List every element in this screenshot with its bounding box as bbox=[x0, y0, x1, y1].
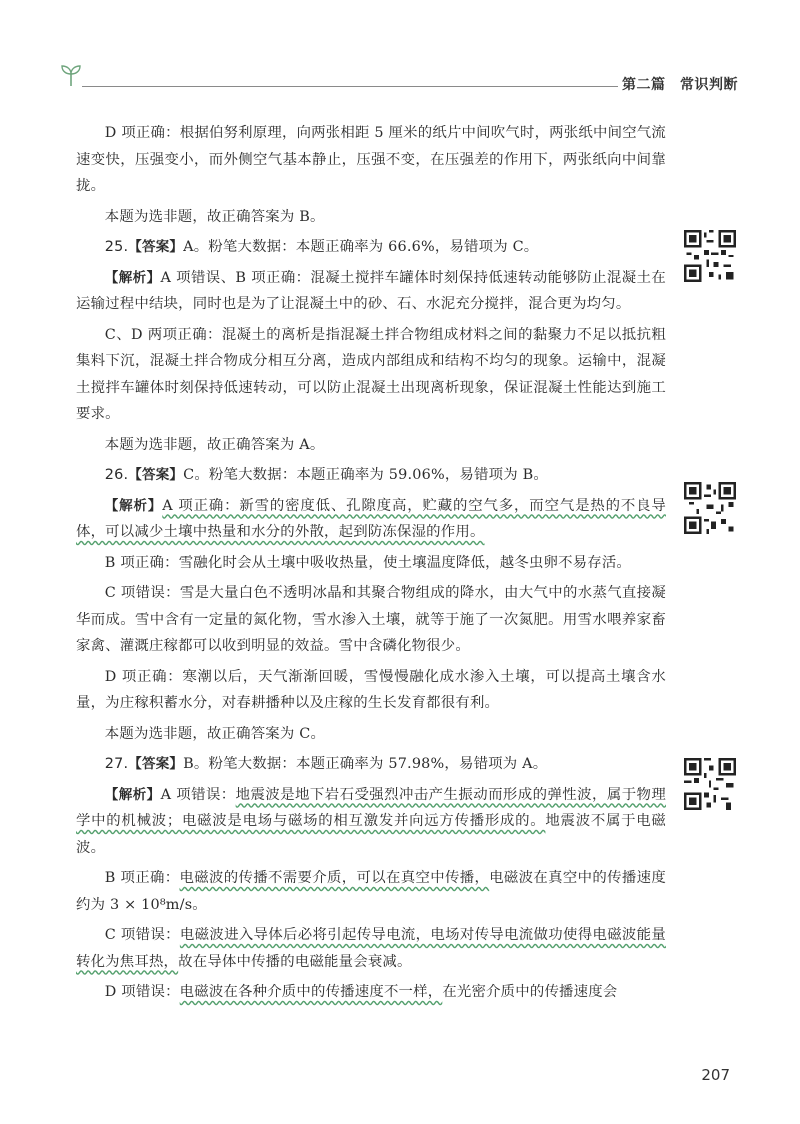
paragraph-lead: B 项正确： bbox=[104, 870, 180, 886]
paragraph bbox=[76, 550, 666, 577]
paragraph-text: 本题为选非题，故正确答案为 A。 bbox=[104, 436, 325, 453]
page-header bbox=[58, 60, 738, 100]
chapter-title: 第二篇 常识判断 bbox=[622, 77, 738, 93]
paragraph-text: C 项错误：雪是大量白色不透明冰晶和其聚合物组成的降水，由大气中的水蒸气直接凝华而成。雪中含有一定量的氮化物，雪水渗入土壤，就等于施了一次氮肥。用雪水喂养家畜家禽、灌溉庄稼都可以收到明显的效益。雪中含磷化物很少。 bbox=[76, 585, 666, 654]
qr-code-icon[interactable] bbox=[684, 758, 736, 810]
paragraph bbox=[76, 979, 666, 1006]
analysis-tail: 地震波不属于电磁波。 bbox=[76, 813, 666, 856]
paragraph-text: 电磁波的传播不需要介质，可以在真空中传播， bbox=[179, 870, 490, 886]
analysis-text: A 项错误、B 项正确：混凝土搅拌车罐体时刻保持低速转动能够防止混凝土在运输过程中结块，同时也是为了让混凝土中的砂、石、水泥充分搅拌，混合更为均匀。 bbox=[76, 269, 666, 312]
paragraph-tail: 故在导体中传播的电磁能量会衰减。 bbox=[178, 953, 412, 970]
paragraph bbox=[76, 865, 666, 918]
answer-text: C。粉笔大数据：本题正确率为 59.06%，易错项为 B。 bbox=[183, 467, 548, 483]
paragraph bbox=[76, 580, 666, 660]
question-number: 25. bbox=[104, 239, 129, 255]
paragraph-text: 电磁波在各种介质中的传播速度不一样， bbox=[179, 984, 443, 1000]
analysis-25 bbox=[76, 265, 666, 318]
paragraph-text: C、D 两项正确：混凝土的离析是指混凝土拌合物组成材料之间的黏聚力不足以抵抗粗集料下沉，混凝土拌合物成分相互分离，造成内部组成和结构不均匀的现象。运输中，混凝土搅拌车罐体时刻保持低速转动，可以防止混凝土出现离析现象，保证混凝土性能达到施工要求。 bbox=[76, 326, 666, 422]
analysis-tag: 【解析】 bbox=[104, 497, 163, 514]
leaf-icon bbox=[58, 62, 84, 92]
analysis-tag: 【解析】 bbox=[104, 269, 161, 286]
answer-27 bbox=[76, 751, 666, 778]
answer-text: A。粉笔大数据：本题正确率为 66.6%，易错项为 C。 bbox=[183, 239, 539, 255]
question-number: 26. bbox=[104, 467, 129, 483]
paragraph bbox=[76, 922, 666, 975]
question-number: 27. bbox=[104, 756, 129, 772]
analysis-27 bbox=[76, 782, 666, 862]
answer-tag: 【答案】 bbox=[128, 756, 184, 772]
answer-text: B。粉笔大数据：本题正确率为 57.98%，易错项为 A。 bbox=[183, 756, 548, 772]
qr-code-icon[interactable] bbox=[684, 230, 736, 282]
analysis-text: 地震波是地下岩石受强烈冲击产生振动而形成的弹性波，属于物理学中的机械波；电磁波是电场与磁场的相互激发并向远方传播形成的。 bbox=[76, 786, 666, 829]
header-rule bbox=[82, 86, 618, 87]
paragraph bbox=[76, 322, 666, 428]
paragraph-text: 本题为选非题，故正确答案为 B。 bbox=[104, 208, 325, 225]
analysis-text: A 项正确：新雪的密度低、孔隙度高，贮藏的空气多，而空气是热的不良导体，可以减少土壤中热量和水分的外散，起到防冻保湿的作用。 bbox=[76, 497, 666, 540]
answer-tag: 【答案】 bbox=[128, 467, 184, 483]
qr-code-icon[interactable] bbox=[684, 482, 736, 534]
paragraph-text: D 项正确：寒潮以后，天气渐渐回暖，雪慢慢融化成水渗入土壤，可以提高土壤含水量，为庄稼积蓄水分，对春耕播种以及庄稼的生长发育都很有利。 bbox=[76, 668, 666, 711]
page-number: 207 bbox=[701, 1066, 730, 1084]
paragraph bbox=[76, 721, 666, 748]
paragraph bbox=[76, 432, 666, 459]
analysis-lead: A 项错误： bbox=[160, 786, 236, 803]
paragraph-text: D 项正确：根据伯努利原理，向两张相距 5 厘米的纸片中间吹气时，两张纸中间空气流速变快，压强变小，而外侧空气基本静止，压强不变，在压强差的作用下，两张纸向中间靠拢。 bbox=[76, 125, 666, 194]
answer-25 bbox=[76, 234, 666, 261]
analysis-tag: 【解析】 bbox=[104, 786, 161, 803]
paragraph bbox=[76, 204, 666, 231]
body-text bbox=[76, 120, 666, 1006]
paragraph-lead: C 项错误： bbox=[104, 927, 180, 943]
paragraph-tail: 在光密介质中的传播速度会 bbox=[442, 984, 618, 1000]
paragraph-text: 电磁波进入导体后必将引起传导电流，电场对传导电流做功使得电磁波能量转化为焦耳热， bbox=[76, 927, 666, 970]
analysis-26 bbox=[76, 493, 666, 546]
paragraph-tail: 电磁波在真空中的传播速度约为 3 × 10⁸m/s。 bbox=[76, 870, 666, 913]
paragraph bbox=[76, 664, 666, 717]
answer-tag: 【答案】 bbox=[128, 239, 184, 255]
answer-26 bbox=[76, 462, 666, 489]
paragraph-text: B 项正确：雪融化时会从土壤中吸收热量，使土壤温度降低，越冬虫卵不易存活。 bbox=[104, 554, 632, 571]
paragraph bbox=[76, 120, 666, 200]
paragraph-lead: D 项错误： bbox=[104, 984, 180, 1000]
paragraph-text: 本题为选非题，故正确答案为 C。 bbox=[104, 725, 326, 742]
